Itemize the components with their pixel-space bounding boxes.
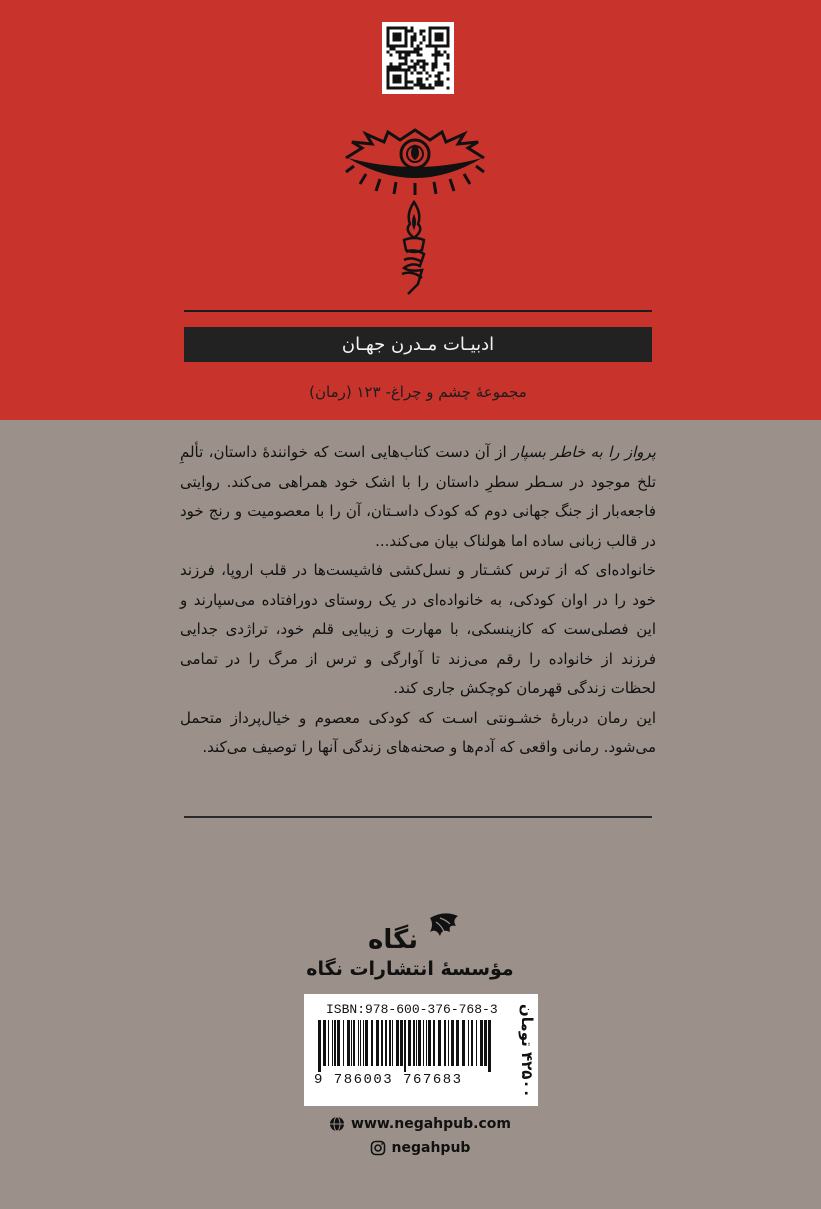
series-title: ادبیـات مـدرن جهـان bbox=[184, 327, 652, 362]
globe-icon bbox=[329, 1116, 345, 1132]
eye-emblem-icon bbox=[340, 128, 490, 196]
instagram-text: negahpub bbox=[391, 1140, 471, 1156]
blurb-paragraph: این رمان دربارهٔ خشـونتی اسـت که کودکی معصوم و خیال‌پرداز متحمل می‌شود. رمانی واقعی که آدم‌ها و صحنه‌های زندگی آنها را توصیف می‌کند. bbox=[180, 708, 656, 756]
blurb-text bbox=[180, 438, 656, 763]
qr-code-icon[interactable] bbox=[382, 22, 454, 94]
divider-top bbox=[184, 310, 652, 312]
torch-emblem-icon bbox=[396, 200, 432, 296]
website-link[interactable] bbox=[300, 1113, 540, 1135]
barcode-digits: 9 786003 767683 bbox=[314, 1072, 463, 1088]
website-text: www.negahpub.com bbox=[351, 1116, 511, 1132]
blurb-paragraph: خانواده‌ای که از ترس کشـتار و نسل‌کشی فاشیست‌ها در قلب اروپا، فرزند خود را در اوان کودکی، به خانواده‌ای در یک روستای دورافتاده می‌سپارند و این فصلی‌ست که کازینسکی، با مهارت و زیبایی قلم خود، تراژدی جدایی فرزند از خانواده را رقم می‌زند تا آوارگی و ترس از مرگ را در تمامی لحظات زندگی قهرمان کوچکش جاری کند. bbox=[180, 561, 656, 697]
instagram-link[interactable] bbox=[300, 1137, 540, 1159]
publisher-logo-icon bbox=[360, 910, 464, 954]
isbn-number: ISBN:978-600-376-768-3 bbox=[326, 1002, 498, 1017]
barcode-label bbox=[304, 994, 538, 1106]
barcode-bars bbox=[316, 1020, 496, 1072]
blurb-paragraph bbox=[180, 438, 656, 556]
publisher-logo-text: نگاه bbox=[368, 925, 418, 954]
price-label: ۴۲۵۰۰ تومان bbox=[518, 1004, 536, 1098]
book-title-inline: پرواز را به خاطر بسپار bbox=[511, 443, 656, 461]
instagram-icon bbox=[370, 1140, 386, 1156]
divider-bottom bbox=[184, 816, 652, 818]
collection-label: مجموعهٔ چشم و چراغ- ۱۲۳ (رمان) bbox=[309, 383, 527, 401]
publisher-name: مؤسسهٔ انتشارات نگاه bbox=[306, 958, 514, 980]
blurb-paragraph-1-text: از آن دست کتاب‌هایی است که خوانندهٔ داستان، تألمِ تلخ موجود در سـطر سطرِ داستان را با اشک خود همراهی می‌کند. روایتی فاجعه‌بار از جنگ جهانی دوم که کودک داسـتان، آن را با معصومیت و رنج خود در قالب زبانی ساده اما هولناک بیان می‌کند... bbox=[180, 443, 656, 550]
